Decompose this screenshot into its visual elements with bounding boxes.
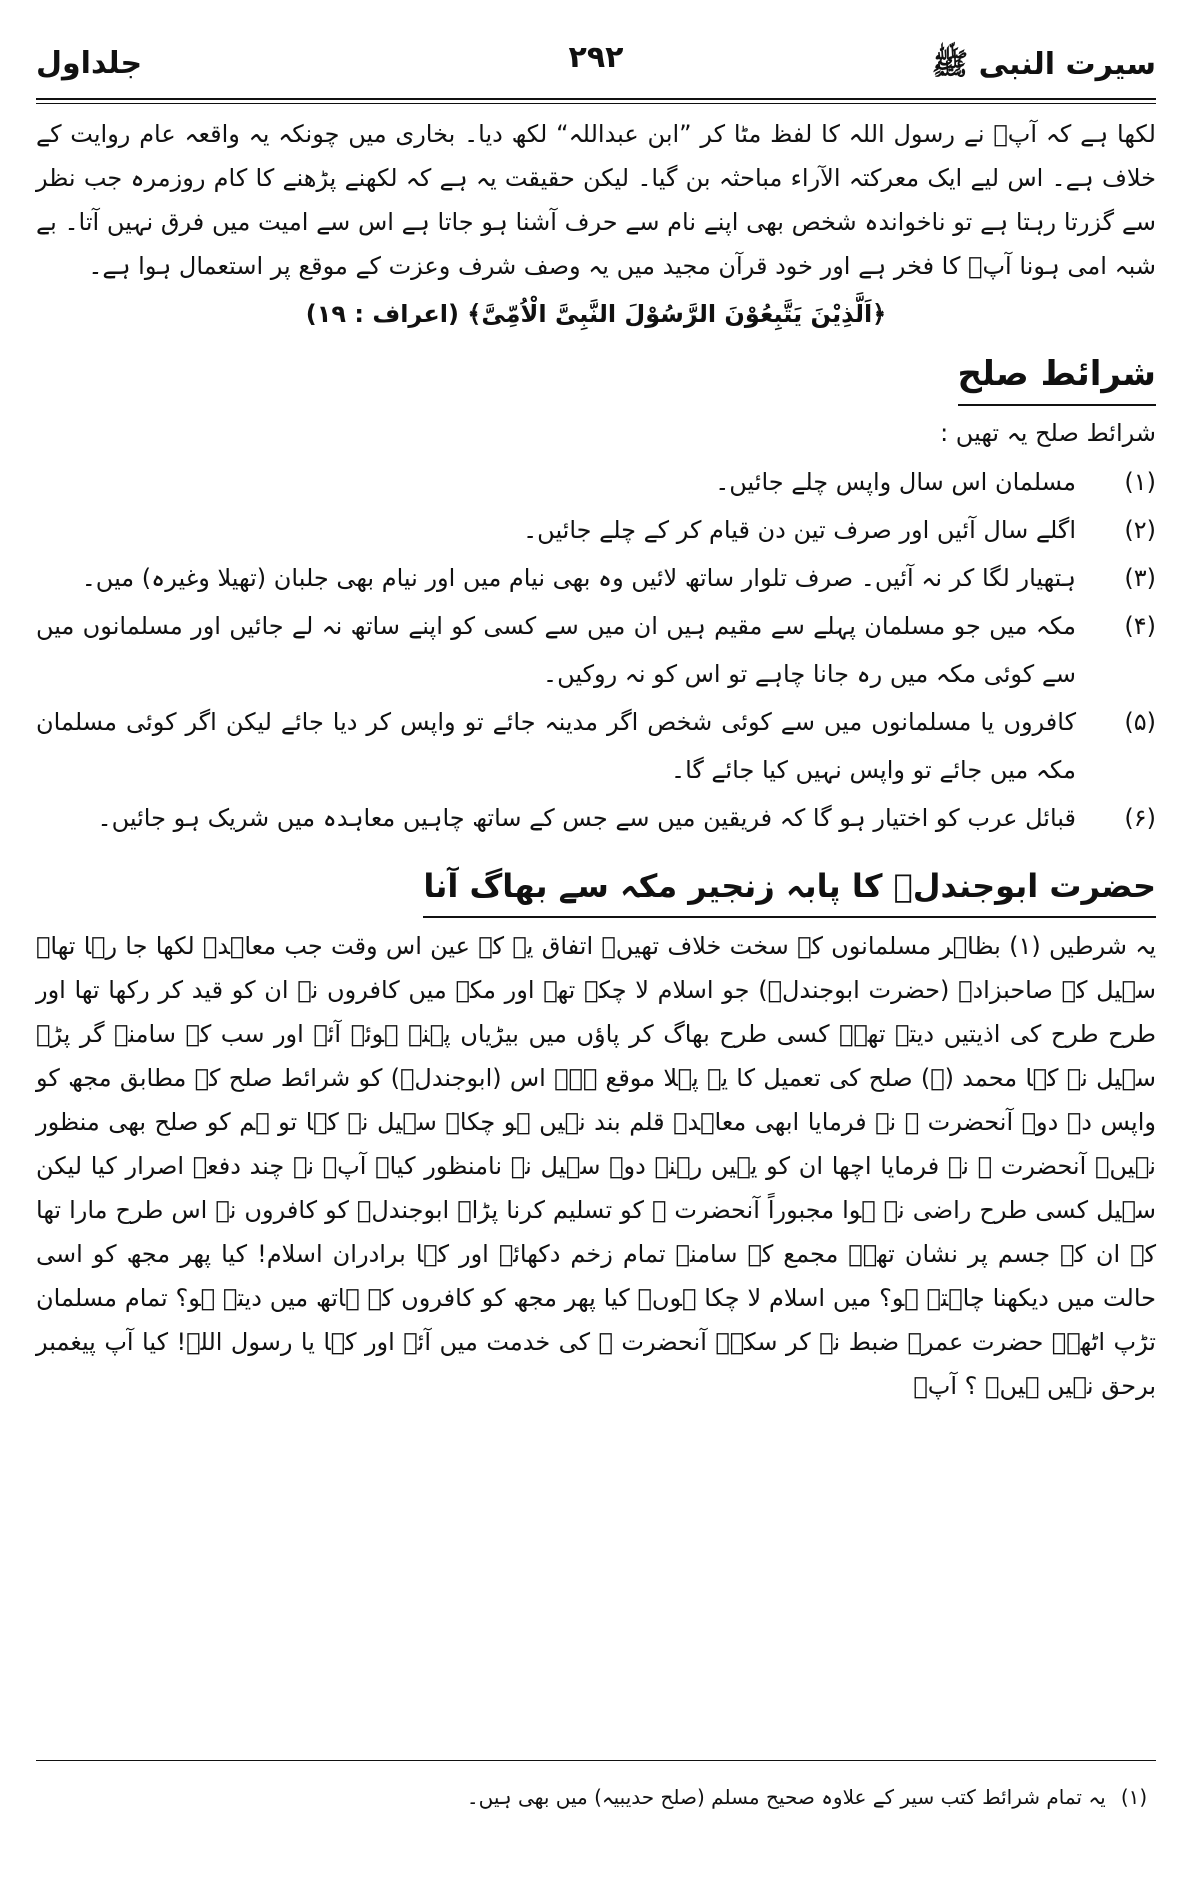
condition-number: (۲) (1124, 516, 1156, 544)
page-header (36, 34, 1156, 104)
condition-number: (۵) (1124, 708, 1156, 736)
condition-number: (۳) (1124, 564, 1156, 592)
footnote-divider (36, 1760, 1156, 1761)
abu-jandal-section (36, 842, 1156, 1408)
page-number: ۲۹۲ (568, 40, 624, 75)
abu-jandal-paragraph: یہ شرطیں (۱) بظاہر مسلمانوں کے سخت خلاف تھیں۔ اتفاق یہ کہ عین اس وقت جب معاہدہ لکھا جا رہا تھا۔ سہیل کے صاحبزادے (حضرت ابوجندلؓ) جو اسلام لا چکے تھے اور مکہ میں کافروں نے ان کو قید کر رکھا تھا اور طرح طرح کی اذیتیں دیتے تھے۔ کسی طرح بھاگ کر پاؤں میں بیڑیاں پہنے ہوئے آئے اور سب کے سامنے گر پڑے سہیل نے کہا محمد (ﷺ) صلح کی تعمیل کا یہ پہلا موقع ہے۔ اس (ابوجندلؓ) کو شرائط صلح کے مطابق مجھ کو واپس دے دو۔ آنحضرت ﷺ نے فرمایا ابھی معاہدہ قلم بند نہیں ہو چکا۔ سہیل نے کہا تو ہم کو صلح بھی منظور نہیں۔ آنحضرت ﷺ نے فرمایا اچھا ان کو یہیں رہنے دو۔ سہیل نے نامنظور کیا۔ آپؐ نے چند دفعہ اصرار کیا لیکن سہیل کسی طرح راضی نہ ہوا مجبوراً آنحضرت ﷺ کو تسلیم کرنا پڑا۔ ابوجندلؓ کو کافروں نے اس طرح مارا تھا کہ ان کے جسم پر نشان تھے۔ مجمع کے سامنے تمام زخم دکھائے اور کہا برادران اسلام! کیا پھر مجھ کو اسی حالت میں دیکھنا چاہتے ہو؟ میں اسلام لا چکا ہوں۔ کیا پھر مجھ کو کافروں کے ہاتھ میں دیتے ہو؟ تمام مسلمان تڑپ اٹھے۔ حضرت عمرؓ ضبط نہ کر سکے۔ آنحضرت ﷺ کی خدمت میں آئے اور کہا یا رسول اللہ! کیا آپ پیغمبر برحق نہیں ہیں۔ ؟ آپؐ (36, 932, 1156, 1400)
condition-text: مکہ میں جو مسلمان پہلے سے مقیم ہیں ان میں سے کسی کو اپنے ساتھ نہ لے جائیں اور مسلمانوں میں سے کوئی مکہ میں رہ جانا چاہے تو اس کو نہ روکیں۔ (36, 612, 1076, 688)
condition-text: قبائل عرب کو اختیار ہو گا کہ فریقین میں سے جس کے ساتھ چاہیں معاہدہ میں شریک ہو جائیں۔ (97, 804, 1076, 832)
condition-text: ہتھیار لگا کر نہ آئیں۔ صرف تلوار ساتھ لائیں وہ بھی نیام میں اور نیام بھی جلبان (تھیلا وغیرہ) میں۔ (81, 564, 1076, 592)
conditions-list (36, 458, 1156, 842)
book-title: سیرت النبی ﷺ (931, 47, 1156, 82)
condition-number: (۶) (1124, 804, 1156, 832)
condition-item (36, 602, 1156, 698)
page-body (36, 112, 1156, 1891)
condition-item (36, 794, 1156, 842)
condition-item (36, 506, 1156, 554)
footnote (36, 1780, 1156, 1814)
volume-label: جلداول (36, 46, 143, 81)
condition-number: (۴) (1124, 612, 1156, 640)
quran-quote: ﴿اَلَّذِیْنَ یَتَّبِعُوْنَ الرَّسُوْلَ النَّبِیَّ الْاُمِّیَّ﴾ (اعراف : ۱۹) (305, 300, 887, 328)
header-divider (36, 98, 1156, 104)
footnote-text: یہ تمام شرائط کتب سیر کے علاوہ صحیح مسلم (صلح حدیبیہ) میں بھی ہیں۔ (466, 1785, 1106, 1809)
abu-jandal-heading: حضرت ابوجندلؓ کا پابہ زنجیر مکہ سے بھاگ آنا (423, 860, 1156, 918)
condition-number: (۱) (1124, 468, 1156, 496)
opening-paragraph: لکھا ہے کہ آپؐ نے رسول اللہ کا لفظ مٹا کر ”ابن عبداللہ“ لکھ دیا۔ بخاری میں چونکہ یہ واقعہ عام روایت کے خلاف ہے۔ اس لیے ایک معرکتہ الآراء مباحثہ بن گیا۔ لیکن حقیقت یہ ہے کہ لکھنے پڑھنے کا کام روزمرہ جب نظر سے گزرتا رہتا ہے تو ناخواندہ شخص بھی اپنے نام سے حرف آشنا ہو جاتا ہے اس سے امیت میں فرق نہیں آتا۔ بے شبہ امی ہونا آپؐ کا فخر ہے اور خود قرآن مجید میں یہ وصف شرف وعزت کے موقع پر استعمال ہوا ہے۔ (36, 120, 1157, 280)
conditions-section (36, 338, 1156, 842)
condition-text: کافروں یا مسلمانوں میں سے کوئی شخص اگر مدینہ جائے تو واپس کر دیا جائے لیکن اگر کوئی مسلمان مکہ میں جائے تو واپس نہیں کیا جائے گا۔ (36, 708, 1076, 784)
conditions-heading: شرائط صلح (958, 348, 1157, 406)
condition-text: اگلے سال آئیں اور صرف تین دن قیام کر کے چلے جائیں۔ (523, 516, 1076, 544)
condition-item (36, 554, 1156, 602)
condition-text: مسلمان اس سال واپس چلے جائیں۔ (715, 468, 1076, 496)
condition-item (36, 458, 1156, 506)
footnote-number: (۱) (1120, 1785, 1148, 1809)
condition-item (36, 698, 1156, 794)
conditions-intro: شرائط صلح یہ تھیں : (940, 419, 1156, 447)
